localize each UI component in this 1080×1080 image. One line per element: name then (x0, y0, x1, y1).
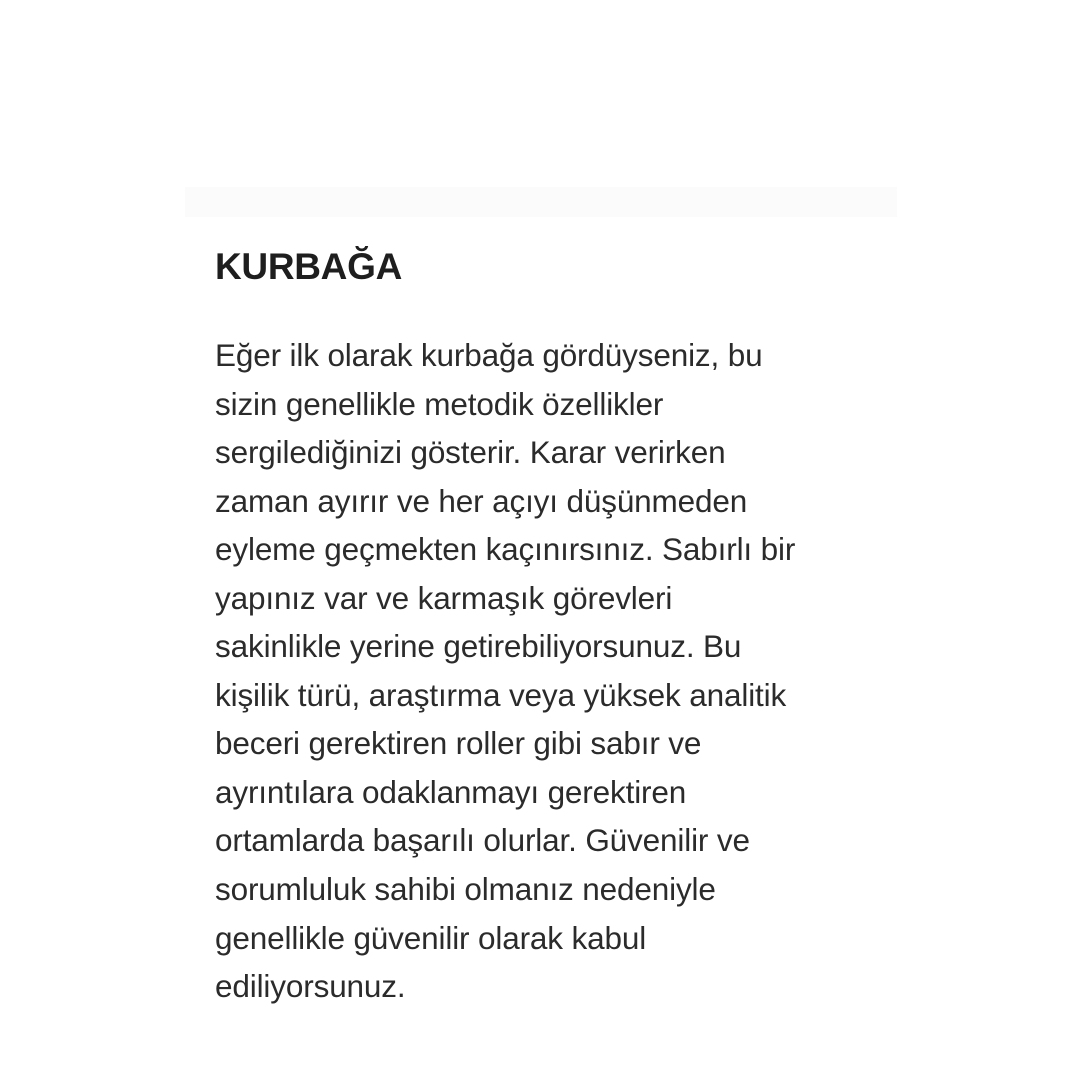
article-title: KURBAĞA (215, 246, 403, 287)
body-line: sorumluluk sahibi olmanız nedeniyle (215, 871, 716, 908)
article-card (215, 243, 915, 1005)
body-line: ayrıntılara odaklanmayı gerektiren (215, 773, 687, 810)
body-line: yapınız var ve karmaşık görevleri (215, 579, 673, 616)
body-line: sergilediğinizi gösterir. Karar verirken (215, 434, 726, 471)
body-line: sakinlikle yerine getirebiliyorsunuz. Bu (215, 628, 742, 665)
article-body (215, 331, 795, 1011)
body-line: ediliyorsunuz. (215, 968, 406, 1005)
body-line: beceri gerektiren roller gibi sabır ve (215, 725, 702, 762)
body-line: kişilik türü, araştırma veya yüksek analitik (215, 676, 787, 713)
body-line: genellikle güvenilir olarak kabul (215, 919, 647, 956)
body-line: zaman ayırır ve her açıyı düşünmeden (215, 482, 748, 519)
body-line: eyleme geçmekten kaçınırsınız. Sabırlı bir (215, 531, 796, 568)
body-line: Eğer ilk olarak kurbağa gördüyseniz, bu (215, 337, 763, 373)
body-line: sizin genellikle metodik özellikler (215, 385, 664, 422)
body-line: ortamlarda başarılı olurlar. Güvenilir ve (215, 822, 750, 859)
top-divider-band (185, 187, 897, 217)
